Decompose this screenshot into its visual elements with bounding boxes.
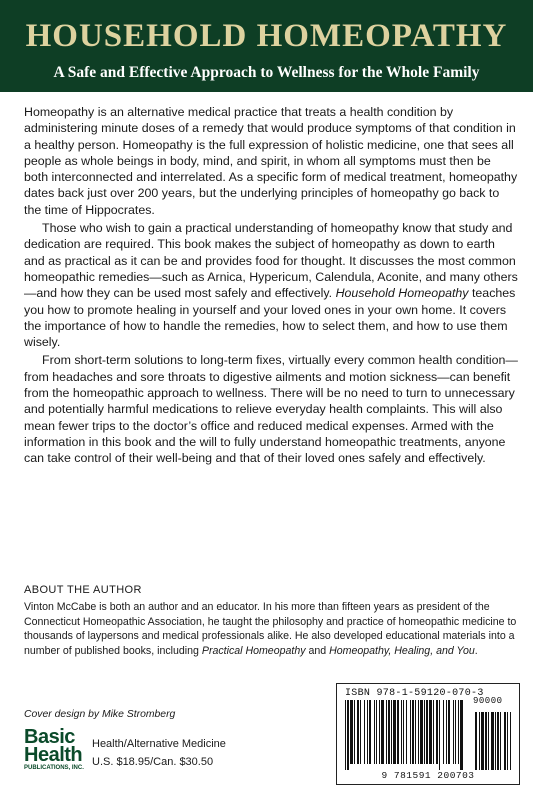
barcode-bar <box>460 700 463 770</box>
author-book-1: Practical Homeopathy <box>201 644 306 657</box>
barcode-bar <box>448 700 450 764</box>
barcode-bar <box>364 700 365 764</box>
barcode-bar <box>374 700 375 764</box>
barcode-bar <box>379 700 380 764</box>
about-author-text <box>24 600 518 658</box>
barcode-addon-bar <box>475 712 477 770</box>
description-paragraph-2 <box>24 220 518 350</box>
barcode-bar <box>401 700 402 764</box>
barcode-bar <box>406 700 407 764</box>
description-book-title: Household Homeopathy <box>335 286 469 301</box>
description-paragraph-3: From short-term solutions to long-term fixes, virtually every common health condition—from headaches and sore throats to digestive ailments and motion sickness—can benefit from the homeopathic approach to wellness. There will be no need to turn to unnecessary and potentially harmful medications to relieve everyday health complaints. This will also mean fewer trips to the doctor’s office and reduced medical expenses. Armed with the information in this book and the will to fully understand homeopathic treatments, anyone can take control of their well-being and that of their loved ones safely and effectively. <box>24 353 518 466</box>
book-price: U.S. $18.95/Can. $30.50 <box>92 756 214 768</box>
barcode-addon-bar <box>491 712 494 770</box>
author-and: and <box>308 644 327 657</box>
barcode-addon-bar <box>504 712 506 770</box>
barcode-addon-bar <box>497 712 499 770</box>
book-title: HOUSEHOLD HOMEOPATHY <box>25 18 508 54</box>
description-paragraph-2-part-a: Those who wish to gain a practical understanding of homeopathy know that study and dedication are required. This book makes the subject of homeopathy as down to earth and as practical as it can be and provides food for thought. It discusses the most common homeopathic remedies—such as Arnica, Hypericum, Calendula, Aconite, and many others—and how they can be used most safely and effectively. <box>24 221 518 301</box>
book-description <box>24 104 518 469</box>
book-subtitle: A Safe and Effective Approach to Wellness for the Whole Family <box>53 64 480 81</box>
barcode-addon-digits: 90000 <box>473 696 503 706</box>
barcode-bar <box>426 700 428 764</box>
description-paragraph-1: Homeopathy is an alternative medical practice that treats a health condition by administering minute doses of a remedy that would produce symptoms of that condition in a healthy person. Homeopathy is the full expression of holistic medicine, one that sees all people as whole beings in body, mind, and spirit, in whom all symptoms must then be both interconnected and interrelated. As a specific form of medical treatment, homeopathy dates back just over 200 years, but the underlying principles of homeopathy go back to the time of Hippocrates. <box>24 105 518 217</box>
barcode-bar <box>386 700 387 764</box>
barcode-bar <box>403 700 404 764</box>
barcode-bar <box>354 700 355 764</box>
description-paragraph-2-part-b: teaches you how to promote healing in yourself and your loved ones in your own home. It covers the importance of how to handle the remedies, how to select them, and how to use them wisely. <box>24 286 516 350</box>
barcode-bar <box>397 700 399 764</box>
barcode-addon-bar <box>479 712 480 770</box>
barcode-bar <box>347 700 349 770</box>
publisher-logo-line-2: Health <box>24 744 83 766</box>
barcode-bar <box>391 700 392 764</box>
barcode-bar <box>418 700 419 764</box>
barcode-bar <box>439 700 440 770</box>
barcode-bar <box>345 700 346 770</box>
barcode-bar <box>424 700 425 764</box>
barcode-bar <box>436 700 438 764</box>
publisher-logo-line-1: Basic <box>24 726 75 748</box>
title-banner <box>0 0 533 92</box>
barcode-bar <box>367 700 368 764</box>
barcode-bar <box>350 700 353 764</box>
barcode-addon-bar <box>500 712 501 770</box>
author-book-2: Homeopathy, Healing, and You <box>329 644 475 657</box>
barcode-addon-bar <box>485 712 487 770</box>
barcode-addon-bar <box>488 712 489 770</box>
barcode-bar <box>453 700 454 764</box>
publisher-logo-line-3: PUBLICATIONS, INC. <box>24 765 84 771</box>
barcode-digits: 9 781591 200703 <box>381 770 475 781</box>
barcode-bar <box>393 700 396 764</box>
cover-design-credit: Cover design by Mike Stromberg <box>24 709 176 720</box>
barcode-bar <box>420 700 423 764</box>
barcode-bar <box>415 700 416 764</box>
isbn-barcode <box>336 683 520 785</box>
author-period: . <box>474 644 478 657</box>
barcode-bar <box>381 700 384 764</box>
barcode-bar <box>443 700 444 764</box>
barcode-bar <box>369 700 371 764</box>
publisher-logo <box>24 727 86 775</box>
book-category: Health/Alternative Medicine <box>92 738 226 750</box>
barcode-bar <box>412 700 414 764</box>
barcode-bar <box>357 700 359 764</box>
isbn-label: ISBN 978-1-59120-070-3 <box>345 688 484 699</box>
barcode-addon-bar <box>507 712 508 770</box>
barcode-addon-bar <box>510 712 511 770</box>
barcode-addon-bar <box>495 712 496 770</box>
barcode-bar <box>458 700 459 764</box>
barcode-bar <box>433 700 434 764</box>
about-author-heading: ABOUT THE AUTHOR <box>24 584 142 596</box>
barcode-bar <box>446 700 447 764</box>
barcode-bar <box>360 700 361 764</box>
barcode-bar <box>388 700 390 764</box>
barcode-bar <box>376 700 377 764</box>
barcode-addon-bar <box>481 712 484 770</box>
barcode-bars <box>341 700 515 770</box>
barcode-bar <box>455 700 456 764</box>
barcode-bar <box>429 700 432 764</box>
barcode-bar <box>410 700 411 764</box>
author-bio: Vinton McCabe is both an author and an educator. In his more than fifteen years as president of the Connecticut Homeopathic Association, he taught the philosophy and practice of homeopathic medicine to thousands of laypersons and medical professionals alike. He also developed educational materials into a number of published books, including <box>24 601 517 657</box>
